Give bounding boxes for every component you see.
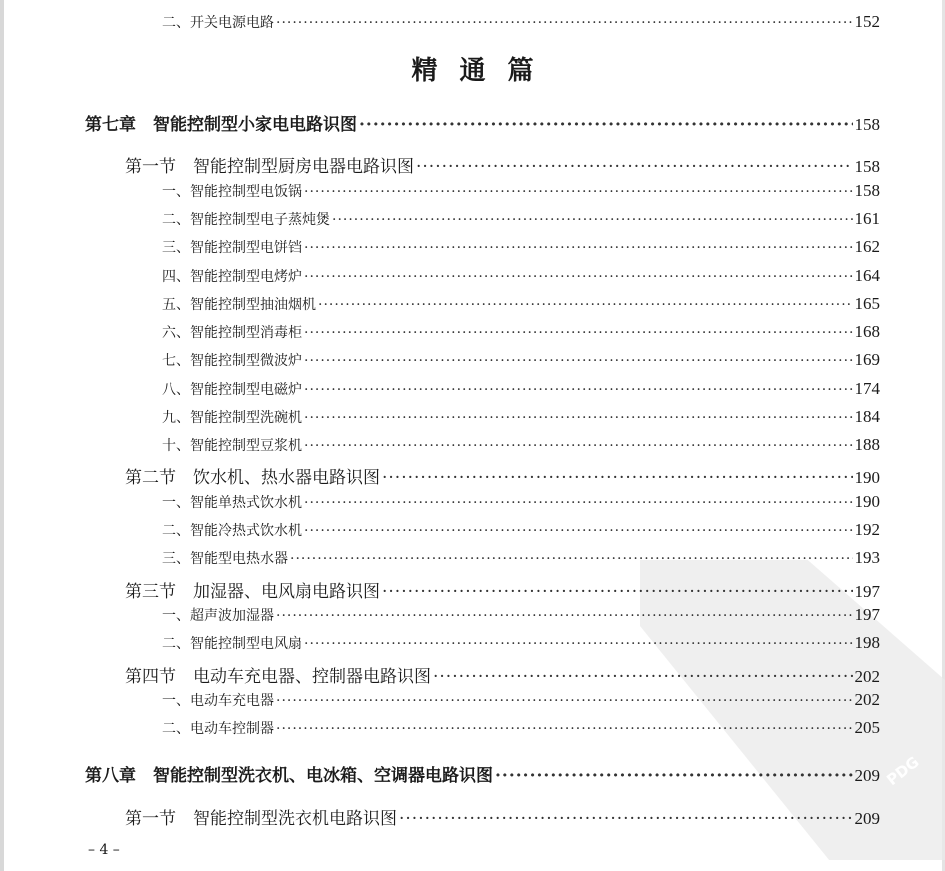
toc-section-page: 209 — [854, 809, 880, 828]
toc-leader-dots — [276, 693, 853, 709]
toc-section-page: 190 — [854, 468, 880, 487]
toc-entry-title: 八、智能控制型电磁炉 — [162, 382, 302, 398]
toc-entry-title: 十、智能控制型豆浆机 — [162, 438, 302, 454]
toc-entry — [162, 181, 880, 201]
toc-entry — [162, 605, 880, 625]
toc-entry-page: 193 — [854, 548, 880, 567]
toc-entry-page: 202 — [854, 690, 880, 709]
toc-entry-title: 一、超声波加湿器 — [162, 608, 274, 624]
toc-entry-title: 一、智能控制型电饭锅 — [162, 184, 302, 200]
toc-section-title: 第一节 智能控制型厨房电器电路识图 — [125, 157, 414, 177]
toc-entry — [162, 520, 880, 540]
toc-entry — [162, 407, 880, 427]
toc-leader-dots — [332, 212, 853, 228]
toc-entry-title: 一、电动车充电器 — [162, 693, 274, 709]
toc-entry-page: 198 — [854, 633, 880, 652]
toc-leader-dots — [399, 809, 853, 829]
toc-entry — [162, 237, 880, 257]
toc-section — [125, 577, 880, 602]
toc-entry-title: 九、智能控制型洗碗机 — [162, 410, 302, 426]
toc-section — [125, 152, 880, 177]
toc-entry-page: 184 — [854, 407, 880, 426]
toc-entry — [162, 548, 880, 568]
toc-entry-title: 二、智能控制型电风扇 — [162, 636, 302, 652]
toc-entry-title: 一、智能单热式饮水机 — [162, 495, 302, 511]
toc-entry — [162, 633, 880, 653]
toc-entry-title: 六、智能控制型消毒柜 — [162, 325, 302, 341]
toc-leader-dots — [304, 495, 853, 511]
toc-section — [125, 662, 880, 687]
toc-leader-dots — [304, 382, 853, 398]
page-number: – 4 – — [88, 842, 120, 858]
toc-entry — [162, 492, 880, 512]
toc-entry-page: 205 — [854, 718, 880, 737]
toc-leader-dots — [304, 184, 853, 200]
toc-entry — [162, 379, 880, 399]
toc-leader-dots — [304, 325, 853, 341]
toc-entry-page: 168 — [854, 322, 880, 341]
toc-leader-dots — [276, 608, 853, 624]
toc-entry-page: 192 — [854, 520, 880, 539]
toc-entry-title: 四、智能控制型电烤炉 — [162, 269, 302, 285]
part-title: 精通篇 — [411, 56, 556, 86]
toc-section-page: 202 — [854, 667, 880, 686]
toc-section-title: 第四节 电动车充电器、控制器电路识图 — [125, 667, 431, 687]
toc-entry-page: 162 — [854, 237, 880, 256]
toc-section-page: 158 — [854, 157, 880, 176]
toc-entry — [162, 209, 880, 229]
toc-entry-page: 165 — [854, 294, 880, 313]
toc-leader-dots — [382, 468, 853, 488]
toc-chapter — [85, 110, 880, 135]
toc-section-page: 197 — [854, 582, 880, 601]
toc-entry — [162, 266, 880, 286]
toc-leader-dots — [304, 269, 853, 285]
toc-entry — [162, 294, 880, 314]
page-left-edge — [0, 0, 4, 871]
toc-leader-dots — [359, 115, 853, 135]
toc-entry-title: 三、智能控制型电饼铛 — [162, 240, 302, 256]
toc-section — [125, 804, 880, 829]
toc-entry-page: 164 — [854, 266, 880, 285]
toc-entry-title: 三、智能型电热水器 — [162, 551, 288, 567]
toc-leader-dots — [276, 15, 853, 31]
toc-entry — [162, 718, 880, 738]
toc-chapter-title: 第八章 智能控制型洗衣机、电冰箱、空调器电路识图 — [85, 766, 493, 786]
toc-section-title: 第三节 加湿器、电风扇电路识图 — [125, 582, 380, 602]
toc-leader-dots — [304, 353, 853, 369]
toc-entry — [162, 322, 880, 342]
toc-chapter-page: 209 — [854, 766, 880, 785]
toc-chapter-title: 第七章 智能控制型小家电电路识图 — [85, 115, 357, 135]
toc-leader-dots — [304, 240, 853, 256]
toc-entry-page: 174 — [854, 379, 880, 398]
toc-entry — [162, 435, 880, 455]
toc-leader-dots — [304, 410, 853, 426]
toc-entry — [162, 690, 880, 710]
toc-entry — [162, 12, 880, 32]
toc-section — [125, 463, 880, 488]
toc-leader-dots — [290, 551, 853, 567]
toc-leader-dots — [495, 766, 853, 786]
toc-section-title: 第二节 饮水机、热水器电路识图 — [125, 468, 380, 488]
toc-entry-page: 161 — [854, 209, 880, 228]
toc-entry-title: 二、智能冷热式饮水机 — [162, 523, 302, 539]
toc-entry-page: 169 — [854, 350, 880, 369]
toc-entry-page: 188 — [854, 435, 880, 454]
toc-leader-dots — [304, 636, 853, 652]
toc-leader-dots — [276, 721, 853, 737]
toc-leader-dots — [382, 582, 853, 602]
toc-leader-dots — [318, 297, 853, 313]
toc-entry-title: 七、智能控制型微波炉 — [162, 353, 302, 369]
toc-leader-dots — [416, 157, 853, 177]
toc-chapter-page: 158 — [854, 115, 880, 134]
toc-entry-page: 158 — [854, 181, 880, 200]
toc-entry-title: 二、智能控制型电子蒸炖煲 — [162, 212, 330, 228]
toc-leader-dots — [304, 438, 853, 454]
toc-entry-title: 五、智能控制型抽油烟机 — [162, 297, 316, 313]
toc-chapter — [85, 761, 880, 786]
toc-leader-dots — [304, 523, 853, 539]
toc-leader-dots — [433, 667, 853, 687]
toc-entry-title: 二、开关电源电路 — [162, 15, 274, 31]
toc-entry-page: 190 — [854, 492, 880, 511]
toc-entry-page: 152 — [854, 12, 880, 31]
toc-entry-title: 二、电动车控制器 — [162, 721, 274, 737]
toc-entry — [162, 350, 880, 370]
toc-section-title: 第一节 智能控制型洗衣机电路识图 — [125, 809, 397, 829]
watermark-text: PDG — [883, 752, 923, 790]
toc-entry-page: 197 — [854, 605, 880, 624]
